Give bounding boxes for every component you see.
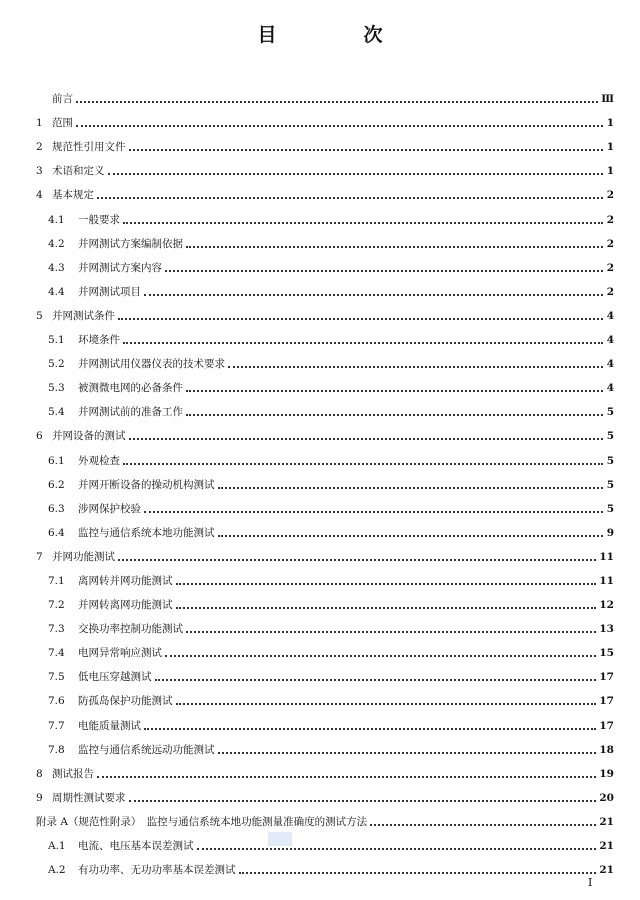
- toc-entry-number: 7.3: [48, 623, 65, 636]
- toc-entry-label: 监控与通信系统本地功能测试: [78, 526, 215, 539]
- toc-entry-label: 术语和定义: [52, 165, 105, 178]
- dot-leader: [97, 776, 596, 778]
- toc-entry[interactable]: [36, 708, 614, 732]
- toc-entry[interactable]: [36, 853, 614, 877]
- dot-leader: [239, 872, 597, 874]
- toc-entry-page: 1: [606, 165, 614, 178]
- dot-leader: [144, 728, 596, 730]
- dot-leader: [123, 222, 603, 224]
- toc-entry[interactable]: [36, 299, 614, 323]
- dot-leader: [186, 414, 603, 416]
- toc-entry-label: 被测微电网的必备条件: [78, 382, 183, 395]
- toc-entry-number: 6.3: [48, 502, 65, 515]
- dot-leader: [228, 366, 603, 368]
- toc-entry-page: 21: [599, 864, 614, 877]
- dot-leader: [197, 848, 597, 850]
- dot-leader: [218, 535, 604, 537]
- toc-entry[interactable]: [36, 564, 614, 588]
- toc-entry-page: 2: [606, 213, 614, 226]
- toc-entry-page: 19: [599, 767, 614, 780]
- toc-entry[interactable]: [36, 323, 614, 347]
- toc-entry-label: 规范性引用文件: [52, 141, 126, 154]
- toc-entry-page: Ⅲ: [601, 93, 614, 106]
- toc-entry-number: 7: [36, 550, 43, 563]
- toc-entry-number: 6: [36, 430, 43, 443]
- toc-entry-number: 7.2: [48, 599, 65, 612]
- toc-entry-number: 8: [36, 767, 43, 780]
- toc-entry-label: 低电压穿越测试: [78, 671, 152, 684]
- toc-entry-page: 5: [606, 454, 614, 467]
- toc-entry[interactable]: [36, 468, 614, 492]
- toc-entry-page: 21: [599, 840, 614, 852]
- dot-leader: [218, 752, 597, 754]
- toc-entry[interactable]: [36, 492, 614, 516]
- toc-entry-label: 并网功能测试: [52, 550, 115, 563]
- toc-entry-page: 5: [606, 406, 614, 419]
- toc-entry[interactable]: [36, 588, 614, 612]
- toc-entry[interactable]: [36, 805, 614, 829]
- toc-entry-number: 4.3: [48, 261, 65, 274]
- toc-entry-number: 3: [36, 165, 43, 178]
- toc-entry-number: 5: [36, 309, 43, 322]
- toc-entry-label: 并网测试条件: [52, 309, 115, 322]
- toc-entry-label: 范围: [52, 117, 73, 130]
- dot-leader: [144, 511, 603, 513]
- toc-entry-page: 15: [599, 647, 614, 660]
- toc-entry[interactable]: [36, 781, 614, 805]
- toc-entry[interactable]: [36, 540, 614, 564]
- toc-entry[interactable]: [36, 227, 614, 251]
- toc-entry-label: 防孤岛保护功能测试: [78, 695, 173, 708]
- toc-entry-number: 5.2: [48, 358, 65, 371]
- toc-entry-page: 21: [599, 815, 614, 828]
- toc-entry-number: 1: [36, 117, 43, 130]
- dot-leader: [108, 173, 604, 175]
- toc-entry-label: 周期性测试要求: [52, 791, 126, 804]
- toc-entry-page: 17: [599, 671, 614, 684]
- toc-title: 目 次: [257, 24, 417, 46]
- toc-entry-label: 并网设备的测试: [52, 430, 126, 443]
- toc-entry-number: 4: [36, 189, 43, 202]
- dot-leader: [155, 679, 597, 681]
- toc-entry[interactable]: [36, 178, 614, 202]
- dot-leader: [165, 270, 603, 272]
- dot-leader: [218, 487, 604, 489]
- toc-entry-page: 13: [599, 623, 614, 636]
- toc-entry[interactable]: [36, 82, 614, 106]
- toc-entry-number: 7.6: [48, 695, 65, 708]
- toc-entry[interactable]: [36, 347, 614, 371]
- dot-leader: [123, 342, 603, 344]
- toc-entry-label: 环境条件: [78, 334, 120, 347]
- table-of-contents: [36, 82, 614, 877]
- toc-entry[interactable]: [36, 419, 614, 443]
- toc-entry-label: 并网转离网功能测试: [78, 599, 173, 612]
- toc-entry-page: 2: [606, 285, 614, 298]
- toc-entry[interactable]: [36, 202, 614, 226]
- toc-entry-label: 涉网保护校验: [78, 502, 141, 515]
- toc-entry[interactable]: [36, 130, 614, 154]
- dot-leader: [176, 583, 597, 585]
- toc-entry-number: 7.4: [48, 647, 65, 660]
- toc-entry-page: 4: [606, 334, 614, 347]
- toc-entry[interactable]: [36, 443, 614, 467]
- dot-leader: [176, 703, 597, 705]
- toc-entry-label: 外观检查: [78, 454, 120, 467]
- dot-leader: [144, 294, 603, 296]
- toc-entry-number: 7.8: [48, 743, 65, 756]
- toc-entry-page: 5: [606, 430, 614, 443]
- dot-leader: [186, 390, 603, 392]
- toc-entry-page: 20: [599, 791, 614, 804]
- toc-entry-page: 17: [599, 695, 614, 708]
- toc-entry-label: 一般要求: [78, 213, 120, 226]
- toc-entry[interactable]: [36, 829, 614, 853]
- toc-entry[interactable]: [36, 106, 614, 130]
- toc-entry-label: 有功功率、无功功率基本误差测试: [78, 864, 236, 877]
- toc-entry-number: 5.4: [48, 406, 65, 419]
- dot-leader: [129, 149, 604, 151]
- dot-leader: [76, 125, 603, 127]
- toc-entry-number: 5.1: [48, 334, 65, 347]
- dot-leader: [97, 197, 603, 199]
- toc-entry-number: 4.1: [48, 213, 65, 226]
- toc-entry-page: 18: [599, 743, 614, 756]
- toc-entry-page: 12: [599, 599, 614, 612]
- toc-entry-page: 11: [599, 550, 614, 563]
- dot-leader: [118, 559, 596, 561]
- toc-entry-page: 1: [606, 117, 614, 130]
- toc-entry-number: A.2: [48, 864, 66, 877]
- dot-leader: [129, 800, 597, 802]
- toc-entry-number: 4.4: [48, 285, 65, 298]
- toc-entry-number: A.1: [48, 840, 66, 852]
- dot-leader: [186, 631, 596, 633]
- dot-leader: [176, 607, 597, 609]
- toc-entry-label: 并网测试项目: [78, 285, 141, 298]
- toc-entry-label: 电网异常响应测试: [78, 647, 162, 660]
- toc-entry-number: 5.3: [48, 382, 65, 395]
- toc-entry-label: 交换功率控制功能测试: [78, 623, 183, 636]
- toc-entry[interactable]: [36, 757, 614, 781]
- toc-entry-number: 7.5: [48, 671, 65, 684]
- toc-entry-page: 2: [606, 261, 614, 274]
- toc-entry[interactable]: [36, 371, 614, 395]
- toc-entry-label: 并网测试方案编制依据: [78, 237, 183, 250]
- toc-entry-label: 离网转并网功能测试: [78, 574, 173, 587]
- dot-leader: [165, 655, 596, 657]
- toc-entry-number: 7.1: [48, 574, 65, 587]
- toc-entry[interactable]: [36, 251, 614, 275]
- toc-entry[interactable]: [36, 395, 614, 419]
- toc-entry[interactable]: [36, 154, 614, 178]
- dot-leader: [129, 438, 604, 440]
- dot-leader: [76, 101, 598, 103]
- toc-entry-page: 11: [599, 574, 614, 587]
- toc-entry-label: 并网测试用仪器仪表的技术要求: [78, 358, 225, 371]
- toc-entry-number: 6.2: [48, 478, 65, 491]
- toc-entry-number: 6.1: [48, 454, 65, 467]
- toc-entry-page: 2: [606, 237, 614, 250]
- toc-entry-number: 9: [36, 791, 43, 804]
- toc-entry-label: 附录 A（规范性附录） 监控与通信系统本地功能测量准确度的测试方法: [36, 815, 368, 828]
- toc-entry-page: 4: [606, 309, 614, 322]
- dot-leader: [370, 824, 596, 826]
- toc-entry-page: 4: [606, 382, 614, 395]
- toc-entry-number: 6.4: [48, 526, 65, 539]
- toc-entry-label: 测试报告: [52, 767, 94, 780]
- dot-leader: [123, 463, 603, 465]
- toc-entry-page: 2: [606, 189, 614, 202]
- toc-entry[interactable]: [36, 636, 614, 660]
- toc-entry-page: 17: [599, 719, 614, 732]
- toc-entry-label: 并网测试方案内容: [78, 261, 162, 274]
- toc-entry-page: 4: [606, 358, 614, 371]
- toc-entry[interactable]: [36, 733, 614, 757]
- toc-entry-label: 基本规定: [52, 189, 94, 202]
- toc-entry-label: 前言: [52, 93, 73, 106]
- scan-mark: [268, 832, 292, 846]
- toc-entry-page: 5: [606, 478, 614, 491]
- toc-entry-page: 9: [606, 526, 614, 539]
- page-number: Ⅰ: [588, 876, 593, 889]
- toc-entry-label: 并网测试前的准备工作: [78, 406, 183, 419]
- toc-entry-label: 监控与通信系统远动功能测试: [78, 743, 215, 756]
- toc-entry-number: 4.2: [48, 237, 65, 250]
- toc-entry-number: 7.7: [48, 719, 65, 732]
- dot-leader: [186, 246, 603, 248]
- toc-entry-page: 5: [606, 502, 614, 515]
- dot-leader: [118, 318, 603, 320]
- toc-entry-label: 并网开断设备的操动机构测试: [78, 478, 215, 491]
- toc-entry[interactable]: [36, 516, 614, 540]
- toc-entry-label: 电流、电压基本误差测试: [78, 840, 194, 852]
- toc-entry-page: 1: [606, 141, 614, 154]
- toc-entry[interactable]: [36, 612, 614, 636]
- toc-entry[interactable]: [36, 660, 614, 684]
- toc-entry-label: 电能质量测试: [78, 719, 141, 732]
- toc-entry-number: 2: [36, 141, 43, 154]
- toc-entry[interactable]: [36, 684, 614, 708]
- toc-entry[interactable]: [36, 275, 614, 299]
